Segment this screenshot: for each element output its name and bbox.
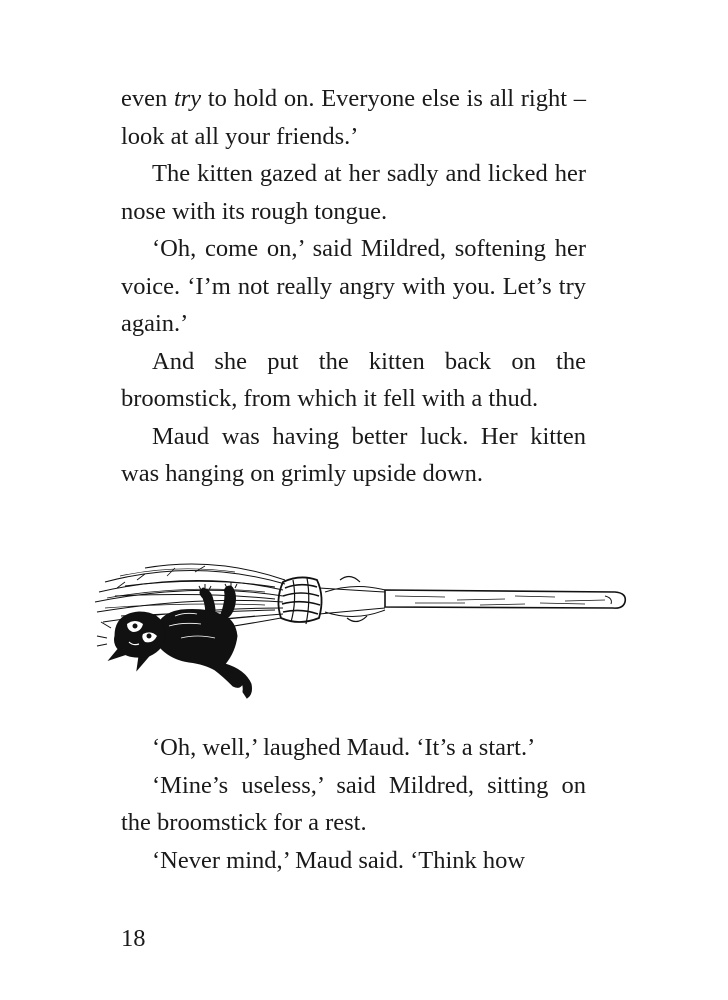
paragraph-2: The kitten gazed at her sadly and licked her nose with its rough tongue. — [121, 160, 586, 225]
paragraph-3: ‘Oh, come on,’ said Mildred, softening her voice. ‘I’m not really angry with you. Let’s try again.’ — [121, 235, 586, 337]
broomstick-kitten-illustration — [85, 552, 630, 702]
paragraph-1-post: to hold on. Everyone else is all right – look at all your friends.’ — [121, 85, 586, 150]
paragraph-4: And she put the kitten back on the broomstick, from which it fell with a thud. — [121, 347, 586, 412]
paragraph-7: ‘Mine’s useless,’ said Mildred, sitting on the broomstick for a rest. — [121, 771, 586, 836]
page-number: 18 — [121, 925, 146, 952]
text-block-bottom — [121, 729, 586, 879]
broom-handle — [385, 590, 625, 608]
broom-binding — [278, 576, 385, 624]
emphasis-try: try — [173, 85, 202, 112]
paragraph-1-pre: even — [121, 85, 174, 112]
paragraph-6: ‘Oh, well,’ laughed Maud. ‘It’s a start.’ — [152, 734, 536, 761]
paragraph-8: ‘Never mind,’ Maud said. ‘Think how — [152, 846, 526, 874]
paragraph-1 — [121, 80, 586, 155]
text-block-top — [121, 80, 586, 493]
paragraph-5: Maud was having better luck. Her kitten was hanging on grimly upside down. — [121, 422, 586, 487]
kitten-figure — [97, 582, 252, 698]
